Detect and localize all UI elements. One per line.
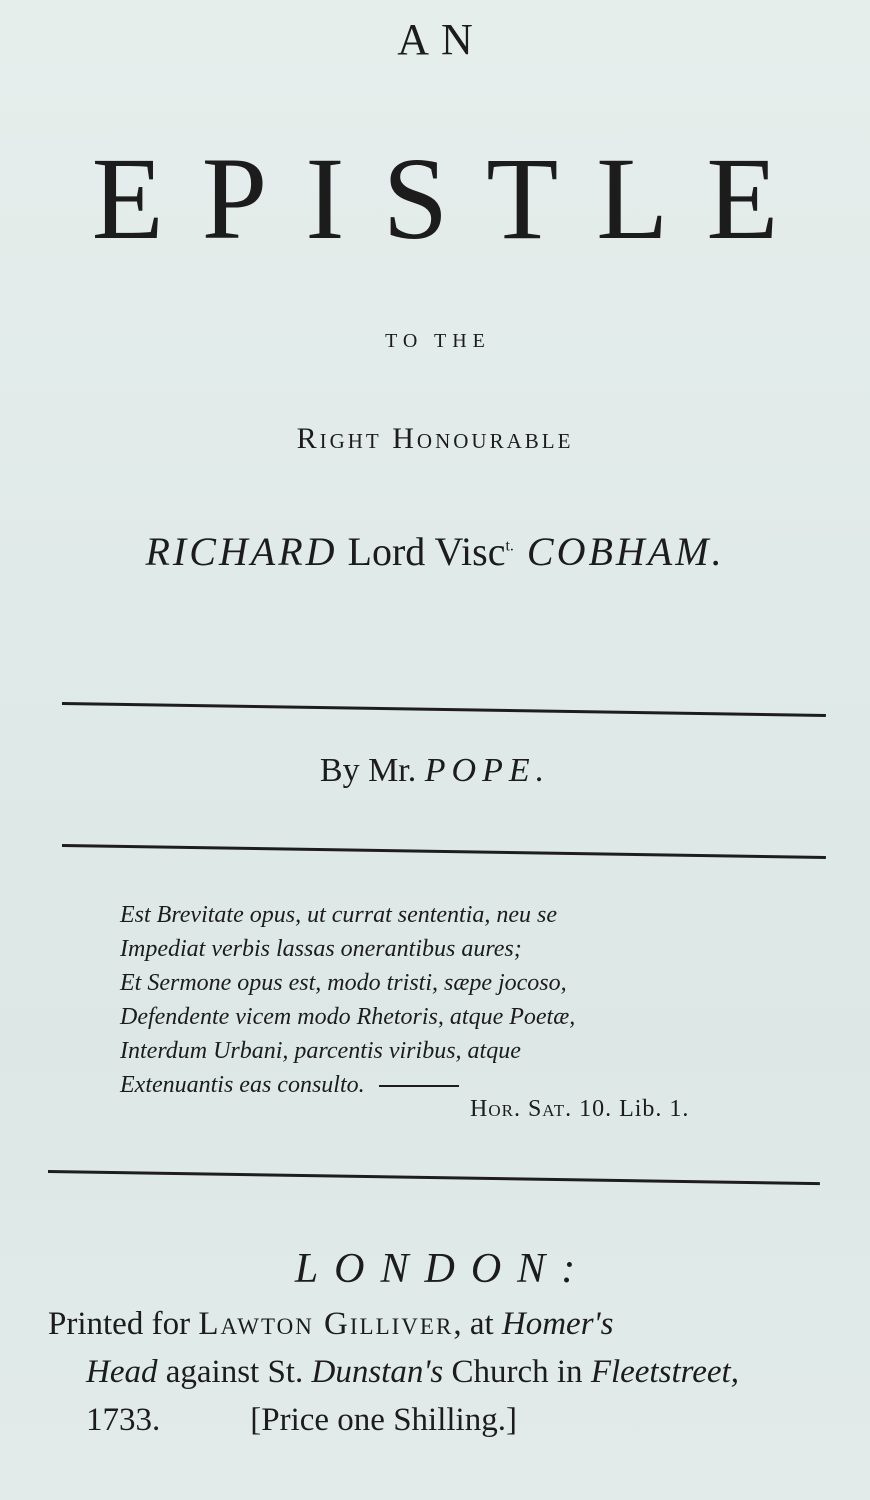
imprint-line-2 (48, 1348, 739, 1396)
epigraph-line: Interdum Urbani, parcentis viribus, atque (120, 1038, 521, 1064)
dedicatee-surname: COBHAM. (513, 529, 725, 574)
source-work: Sat. (520, 1096, 573, 1122)
epigraph-line: Extenuantis eas consulto. (120, 1072, 365, 1098)
title-an: AN (397, 15, 485, 64)
divider-rule-3 (48, 1170, 820, 1185)
dedicatee-title: Lord Visc (337, 529, 506, 574)
imprint-church: Church in (443, 1354, 591, 1390)
author-line (0, 752, 870, 790)
dedicatee-title-sup: t. (505, 537, 514, 555)
author-by: By Mr. (319, 752, 425, 789)
divider-rule-2 (62, 844, 826, 859)
divider-rule-1 (62, 702, 826, 717)
title-right-honourable: Right Honourable (296, 422, 574, 455)
imprint-city: LONDON: (294, 1246, 592, 1292)
title-to-the: TO THE (385, 330, 491, 352)
imprint-against: against St. (157, 1354, 312, 1390)
imprint-dunstan: Dunstan's (311, 1354, 444, 1390)
author-name: POPE. (424, 752, 551, 789)
imprint-at: , at (453, 1306, 502, 1342)
imprint-block (48, 1300, 739, 1444)
imprint-line-1 (48, 1300, 739, 1348)
imprint-homers: Homer's (501, 1306, 614, 1342)
epigraph-line: Impediat verbis lassas onerantibus aures; (120, 936, 522, 962)
imprint-line-3 (48, 1396, 739, 1444)
epigraph-source (470, 1096, 689, 1123)
epigraph-line: Est Brevitate opus, ut currat sententia, neu se (120, 902, 558, 928)
imprint-year: 1733. (86, 1402, 161, 1438)
dedicatee-first-name: RICHARD (145, 529, 338, 574)
epigraph-line: Defendente vicem modo Rhetoris, atque Poetæ, (120, 1004, 576, 1030)
epigraph-line: Et Sermone opus est, modo tristi, sæpe jocoso, (120, 970, 567, 996)
imprint-head: Head (86, 1354, 158, 1390)
epigraph (120, 898, 575, 1102)
imprint-printer: Lawton Gilliver (198, 1306, 454, 1342)
epigraph-dash (379, 1085, 459, 1087)
imprint-price: [Price one Shilling.] (250, 1402, 517, 1438)
title-epistle: EPISTLE (91, 133, 817, 264)
dedicatee-line (0, 528, 870, 575)
source-ref: 10. Lib. 1. (572, 1096, 690, 1122)
imprint-printed-for: Printed for (48, 1306, 199, 1342)
imprint-fleetstreet: Fleetstreet, (590, 1354, 739, 1390)
source-author: Hor. (470, 1096, 521, 1122)
